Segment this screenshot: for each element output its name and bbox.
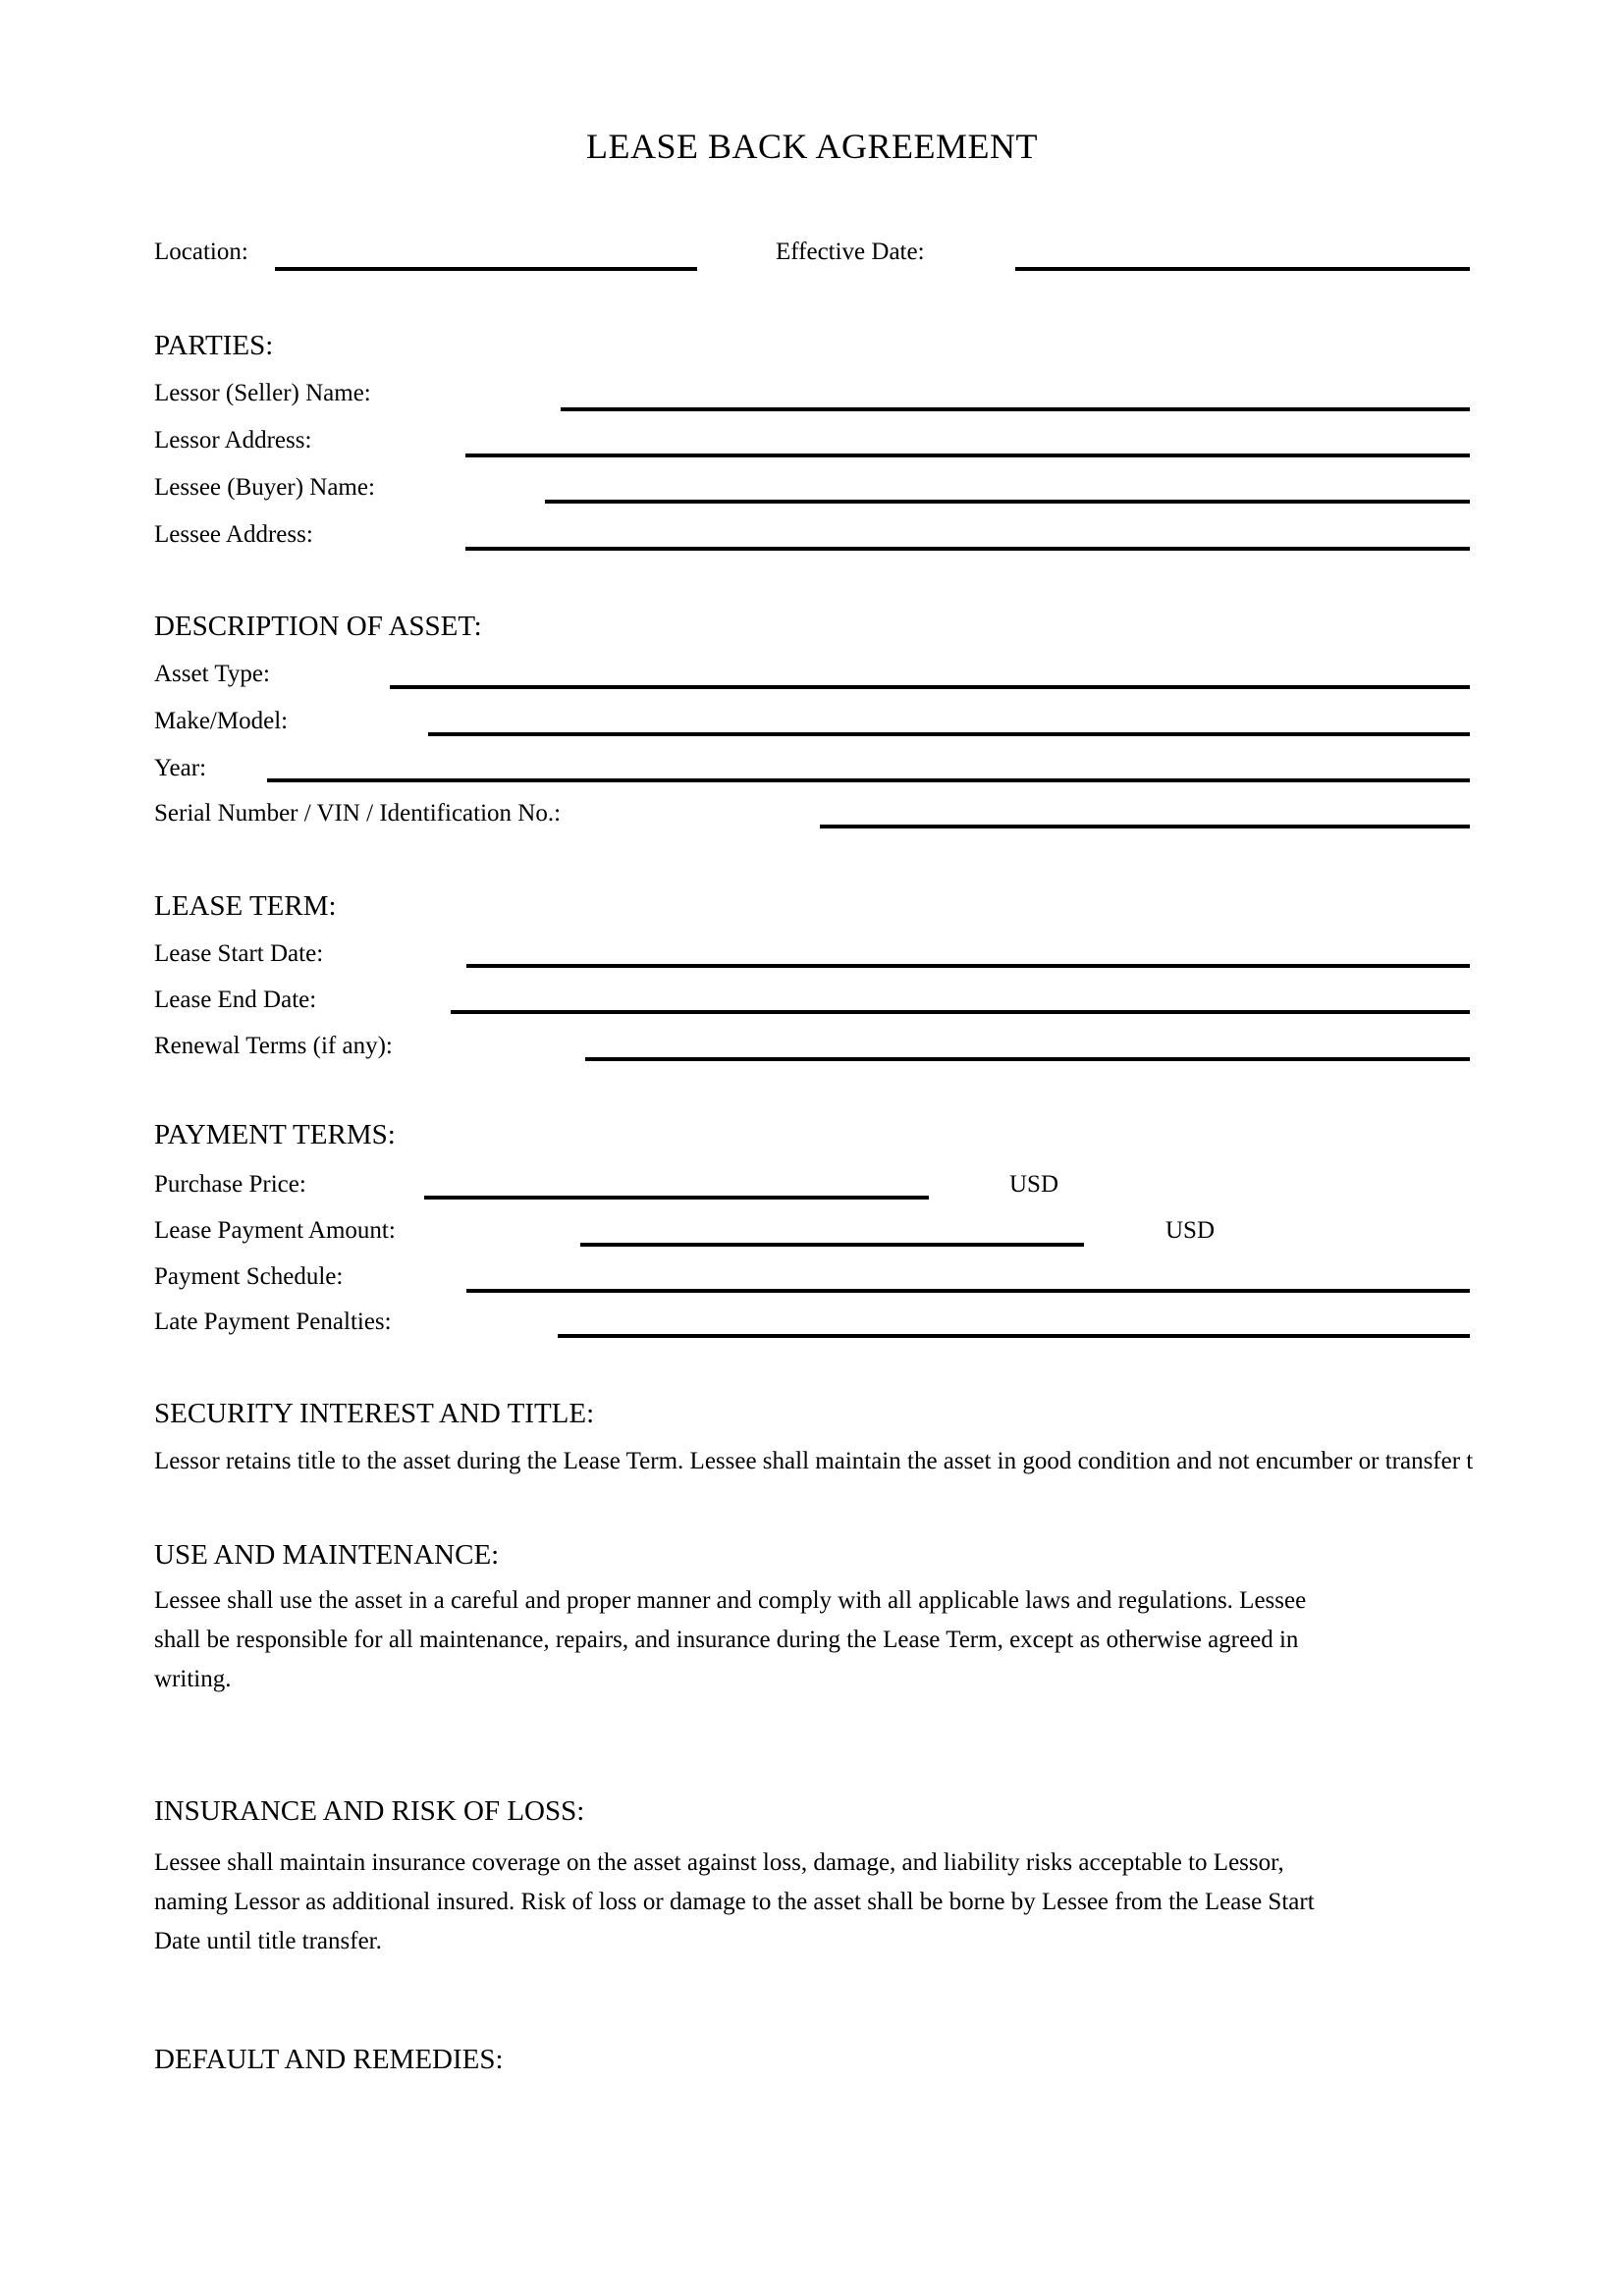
- lease-start-date-label: Lease Start Date:: [154, 940, 324, 967]
- lessor-name-blank-line[interactable]: [561, 407, 1470, 411]
- purchase-price-blank-line[interactable]: [424, 1196, 929, 1200]
- purchase-price-currency: USD: [1009, 1171, 1059, 1198]
- make-model-blank-line[interactable]: [428, 732, 1470, 736]
- year-label: Year:: [154, 755, 207, 781]
- use-maintenance-line-2: shall be responsible for all maintenance, repairs, and insurance during the Lease Term, except as otherwise agreed in: [154, 1627, 1299, 1653]
- effective-date-label: Effective Date:: [776, 239, 925, 265]
- document-title: LEASE BACK AGREEMENT: [586, 127, 1038, 166]
- lessee-address-blank-line[interactable]: [465, 547, 1470, 551]
- late-payment-penalties-label: Late Payment Penalties:: [154, 1308, 392, 1335]
- lease-end-date-blank-line[interactable]: [451, 1010, 1470, 1014]
- use-maintenance-line-1: Lessee shall use the asset in a careful and proper manner and comply with all applicable laws and regulations. Lessee: [154, 1587, 1307, 1614]
- lessee-address-label: Lessee Address:: [154, 521, 313, 548]
- default-remedies-heading: DEFAULT AND REMEDIES:: [154, 2044, 504, 2075]
- lessee-name-label: Lessee (Buyer) Name:: [154, 474, 375, 501]
- effective-date-blank-line[interactable]: [1015, 267, 1470, 271]
- lease-term-heading: LEASE TERM:: [154, 890, 337, 922]
- asset-type-blank-line[interactable]: [390, 685, 1470, 689]
- serial-number-label: Serial Number / VIN / Identification No.:: [154, 800, 562, 827]
- lease-payment-amount-label: Lease Payment Amount:: [154, 1217, 396, 1244]
- purchase-price-label: Purchase Price:: [154, 1171, 306, 1198]
- insurance-line-2: naming Lessor as additional insured. Risk of loss or damage to the asset shall be borne by Lessee from the Lease Start: [154, 1889, 1315, 1915]
- late-payment-penalties-blank-line[interactable]: [558, 1334, 1470, 1338]
- lessor-address-label: Lessor Address:: [154, 427, 312, 454]
- security-interest-paragraph: Lessor retains title to the asset during the Lease Term. Lessee shall maintain the asset in good condition and not encumber or transfer t: [154, 1448, 1474, 1474]
- serial-number-blank-line[interactable]: [820, 825, 1470, 828]
- location-blank-line[interactable]: [275, 267, 697, 271]
- lease-payment-amount-blank-line[interactable]: [580, 1243, 1084, 1247]
- payment-schedule-label: Payment Schedule:: [154, 1263, 344, 1290]
- security-interest-heading: SECURITY INTEREST AND TITLE:: [154, 1398, 595, 1429]
- use-maintenance-line-3: writing.: [154, 1666, 232, 1692]
- lease-end-date-label: Lease End Date:: [154, 987, 317, 1013]
- insurance-heading: INSURANCE AND RISK OF LOSS:: [154, 1795, 585, 1827]
- year-blank-line[interactable]: [267, 778, 1470, 782]
- lease-payment-currency: USD: [1165, 1217, 1216, 1244]
- lessor-name-label: Lessor (Seller) Name:: [154, 380, 371, 406]
- lease-start-date-blank-line[interactable]: [466, 964, 1470, 968]
- insurance-line-3: Date until title transfer.: [154, 1928, 382, 1954]
- renewal-terms-blank-line[interactable]: [585, 1057, 1470, 1061]
- insurance-line-1: Lessee shall maintain insurance coverage on the asset against loss, damage, and liability risks acceptable to Lessor,: [154, 1849, 1284, 1876]
- asset-type-label: Asset Type:: [154, 661, 270, 687]
- lessee-name-blank-line[interactable]: [545, 500, 1470, 504]
- renewal-terms-label: Renewal Terms (if any):: [154, 1033, 393, 1059]
- parties-heading: PARTIES:: [154, 330, 274, 361]
- make-model-label: Make/Model:: [154, 708, 289, 734]
- payment-terms-heading: PAYMENT TERMS:: [154, 1119, 396, 1150]
- location-label: Location:: [154, 239, 248, 265]
- payment-schedule-blank-line[interactable]: [466, 1289, 1470, 1293]
- use-maintenance-heading: USE AND MAINTENANCE:: [154, 1539, 500, 1571]
- asset-heading: DESCRIPTION OF ASSET:: [154, 611, 482, 642]
- lessor-address-blank-line[interactable]: [465, 454, 1470, 457]
